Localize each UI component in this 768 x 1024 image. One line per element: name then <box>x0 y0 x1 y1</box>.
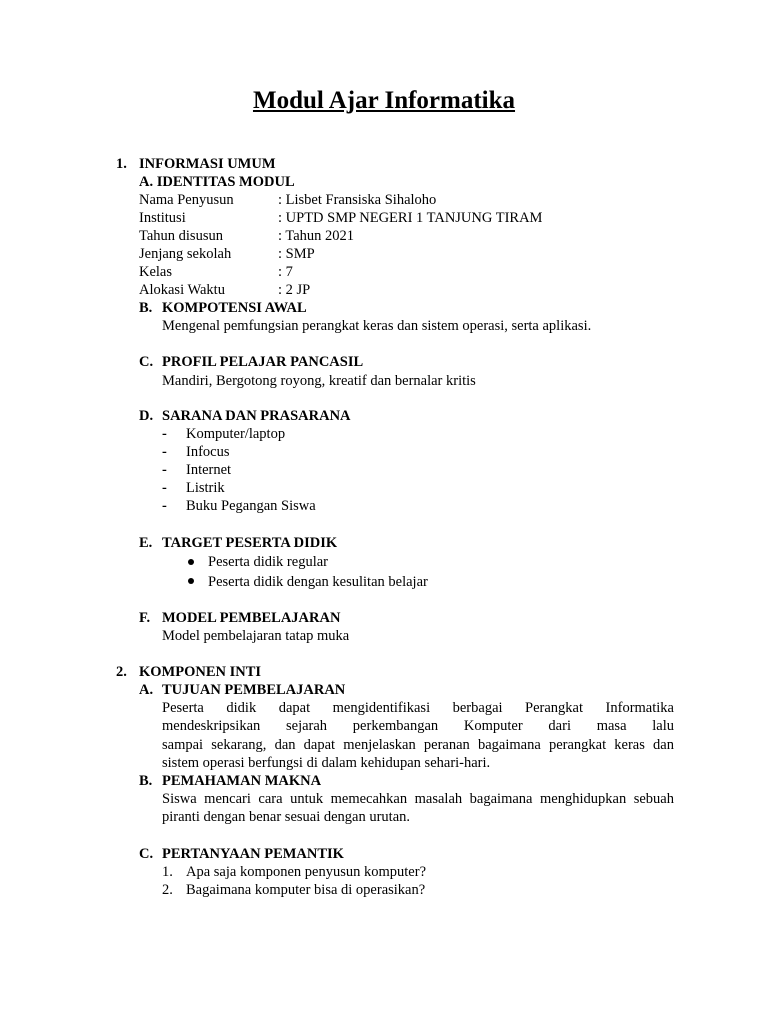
subsection-2a-heading: TUJUAN PEMBELAJARAN <box>162 682 346 698</box>
list-item: Internet <box>186 462 232 478</box>
identity-value-institusi: : UPTD SMP NEGERI 1 TANJUNG TIRAM <box>278 210 543 226</box>
identity-value-jenjang: : SMP <box>278 246 315 262</box>
subsection-1b-text: Mengenal pemfungsian perangkat keras dan sistem operasi, serta aplikasi. <box>162 318 592 334</box>
document-title: Modul Ajar Informatika <box>252 87 516 114</box>
numbered-marker: 2. <box>162 882 173 898</box>
subsection-2a-marker: A. <box>139 682 154 698</box>
paragraph-line: piranti dengan benar sesuai dengan urutan. <box>162 809 411 825</box>
subsection-1c-text: Mandiri, Bergotong royong, kreatif dan bernalar kritis <box>162 373 476 389</box>
bullet-icon <box>188 559 194 565</box>
numbered-marker: 1. <box>162 864 173 880</box>
section-1-heading: INFORMASI UMUM <box>139 156 276 172</box>
subsection-1a-marker: A. <box>139 174 154 190</box>
list-item: Listrik <box>186 480 225 496</box>
paragraph-line: sistem operasi berfungsi di dalam kehidupan sehari-hari. <box>162 755 491 771</box>
identity-label-alokasi: Alokasi Waktu <box>139 282 225 298</box>
list-item: Infocus <box>186 444 230 460</box>
identity-value-tahun: : Tahun 2021 <box>278 228 355 244</box>
subsection-1a-title: IDENTITAS MODUL <box>156 174 295 190</box>
list-item: Buku Pegangan Siswa <box>186 498 316 514</box>
list-item: Peserta didik regular <box>208 554 328 570</box>
identity-value-penyusun: : Lisbet Fransiska Sihaloho <box>278 192 437 208</box>
dash-marker: - <box>162 444 167 460</box>
subsection-1d-heading: SARANA DAN PRASARANA <box>162 408 351 424</box>
subsection-1c-marker: C. <box>139 354 154 370</box>
identity-label-institusi: Institusi <box>139 210 186 226</box>
paragraph-line: Peserta didik dapat mengidentifikasi berbagai Perangkat Informatika <box>162 700 674 716</box>
subsection-2c-marker: C. <box>139 846 154 862</box>
subsection-1f-text: Model pembelajaran tatap muka <box>162 628 350 644</box>
paragraph-line: mendeskripsikan sejarah perkembangan Komputer dari masa lalu <box>162 718 674 734</box>
subsection-2b-heading: PEMAHAMAN MAKNA <box>162 773 322 789</box>
numbered-item: Apa saja komponen penyusun komputer? <box>186 864 427 880</box>
subsection-1f-marker: F. <box>139 610 151 626</box>
numbered-item: Bagaimana komputer bisa di operasikan? <box>186 882 426 898</box>
subsection-2b-marker: B. <box>139 773 153 789</box>
identity-label-jenjang: Jenjang sekolah <box>139 246 232 262</box>
paragraph-line: Siswa mencari cara untuk memecahkan masalah bagaimana menghidupkan sebuah <box>162 791 674 807</box>
section-2-heading: KOMPONEN INTI <box>139 664 262 680</box>
dash-marker: - <box>162 462 167 478</box>
subsection-1b-marker: B. <box>139 300 153 316</box>
identity-label-penyusun: Nama Penyusun <box>139 192 234 208</box>
identity-value-alokasi: : 2 JP <box>278 282 311 298</box>
dash-marker: - <box>162 426 167 442</box>
section-2-number: 2. <box>116 664 127 680</box>
subsection-2c-heading: PERTANYAAN PEMANTIK <box>162 846 344 862</box>
identity-label-kelas: Kelas <box>139 264 173 280</box>
subsection-1b-heading: KOMPOTENSI AWAL <box>162 300 307 316</box>
identity-value-kelas: : 7 <box>278 264 293 280</box>
identity-label-tahun: Tahun disusun <box>139 228 223 244</box>
subsection-1d-marker: D. <box>139 408 154 424</box>
list-item: Peserta didik dengan kesulitan belajar <box>208 574 428 590</box>
bullet-icon <box>188 578 194 584</box>
subsection-1c-heading: PROFIL PELAJAR PANCASIL <box>162 354 364 370</box>
paragraph-line: sampai sekarang, dan dapat menjelaskan peranan bagaimana perangkat keras dan <box>162 737 674 753</box>
subsection-1e-marker: E. <box>139 535 153 551</box>
subsection-1f-heading: MODEL PEMBELAJARAN <box>162 610 341 626</box>
list-item: Komputer/laptop <box>186 426 286 442</box>
subsection-1e-heading: TARGET PESERTA DIDIK <box>162 535 338 551</box>
dash-marker: - <box>162 498 167 514</box>
section-1-number: 1. <box>116 156 127 172</box>
dash-marker: - <box>162 480 167 496</box>
subsection-1a-heading <box>139 173 295 191</box>
